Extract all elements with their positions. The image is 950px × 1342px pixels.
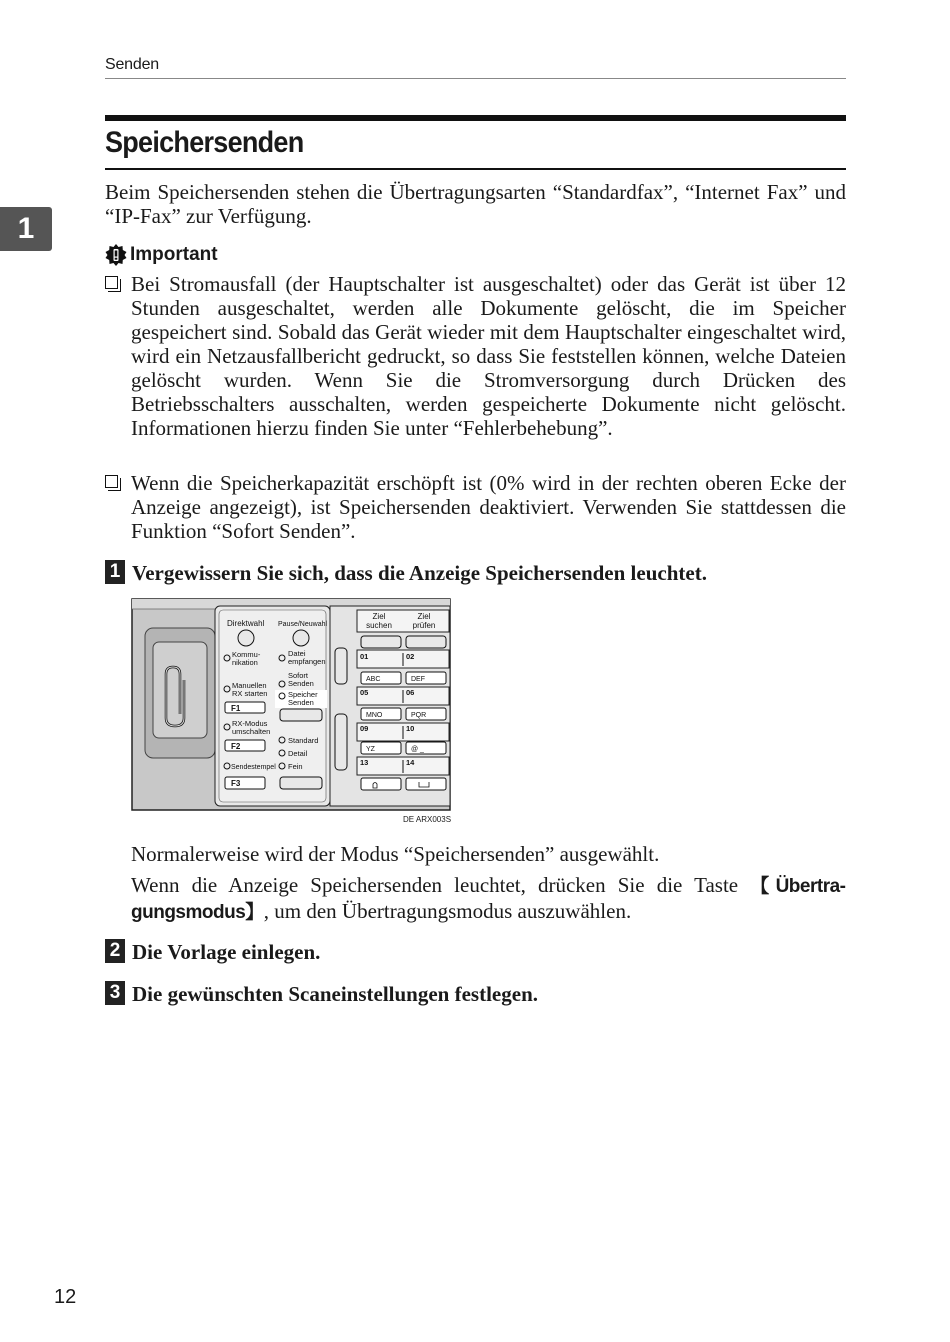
important-item	[105, 272, 846, 440]
step-3	[105, 982, 846, 1006]
title-rule-bottom	[105, 168, 846, 170]
title-rule-top	[105, 115, 846, 121]
svg-text:14: 14	[406, 758, 415, 767]
svg-text:02: 02	[406, 652, 415, 661]
step-text: Die Vorlage einlegen.	[132, 940, 321, 964]
svg-text:Senden: Senden	[288, 698, 314, 707]
svg-text:nikation: nikation	[232, 658, 258, 667]
svg-text:MNO: MNO	[366, 712, 383, 719]
step-text: Die gewünschten Scaneinstellungen festlegen.	[132, 982, 538, 1006]
press-key-text-before: Wenn die Anzeige Speichersenden leuchtet, drücken Sie die Taste	[131, 873, 751, 897]
step-number: 1	[105, 560, 125, 584]
label-pause: Pause/Neuwahl	[278, 621, 328, 628]
svg-text:Speicher: Speicher	[288, 690, 318, 699]
page-number: 12	[54, 1286, 77, 1308]
svg-text:umschalten: umschalten	[232, 727, 271, 736]
svg-text:Sofort: Sofort	[288, 671, 309, 680]
svg-text:10: 10	[406, 724, 415, 733]
important-icon	[105, 244, 127, 266]
svg-text:Manuellen: Manuellen	[232, 681, 267, 690]
control-panel-illustration	[131, 598, 451, 817]
important-item	[105, 471, 846, 543]
svg-text:DEF: DEF	[411, 676, 425, 683]
important-item-text: Bei Stromausfall (der Hauptschalter ist ausgeschaltet) oder das Gerät ist über 12 Stunden ausgeschaltet, werden alle Dokumente gelöscht, die im Speicher gespeichert sind. Sobald das Gerät wieder mit dem Hauptschalter eingeschaltet wird, wird ein Netzausfallbericht gedruckt, so dass Sie feststellen können, welche Dateien gelöscht wurden. Wenn Sie die Stromversorgung durch Drücken des Betriebsschalters ausschalten, werden gespeicherte Dokumente nicht gelöscht. Informationen hierzu finden Sie unter “Fehlerbehebung”.	[131, 272, 846, 440]
svg-text:ABC: ABC	[366, 676, 381, 683]
figure-caption: DE ARX003S	[403, 815, 452, 824]
step-number: 2	[105, 939, 125, 963]
svg-text:RX-Modus: RX-Modus	[232, 719, 268, 728]
chapter-tab: 1	[0, 207, 52, 251]
svg-text:empfangen: empfangen	[288, 657, 326, 666]
svg-text:@ _: @ _	[411, 746, 424, 753]
checkbox-bullet-icon	[105, 276, 118, 289]
svg-text:13: 13	[360, 758, 369, 767]
step-2	[105, 940, 846, 964]
svg-text:prüfen: prüfen	[412, 621, 436, 630]
svg-text:F3: F3	[231, 779, 241, 788]
svg-text:F1: F1	[231, 704, 241, 713]
svg-text:05: 05	[360, 688, 369, 697]
svg-text:09: 09	[360, 724, 369, 733]
svg-text:Ziel: Ziel	[417, 612, 431, 621]
important-heading	[105, 244, 218, 266]
svg-text:F2: F2	[231, 742, 241, 751]
svg-text:01: 01	[360, 652, 369, 661]
svg-text:suchen: suchen	[366, 621, 392, 630]
running-header: Senden	[105, 56, 159, 73]
section-title: Speichersenden	[105, 126, 304, 159]
normal-mode-text: Normalerweise wird der Modus “Speichersenden” ausgewählt.	[131, 842, 660, 866]
intro-paragraph: Beim Speichersenden stehen die Übertragungsarten “Standardfax”, “Internet Fax” und “IP-Fax” zur Verfügung.	[105, 180, 846, 228]
svg-text:Datei: Datei	[288, 649, 306, 658]
transmission-mode-key: 【Übertragungsmodus】	[131, 876, 846, 923]
step-1	[105, 561, 846, 585]
svg-text:PQR: PQR	[411, 712, 427, 719]
press-key-text-after: , um den Übertragungsmodus auszuwählen.	[263, 899, 632, 923]
important-item-text: Wenn die Speicherkapazität erschöpft ist (0% wird in der rechten oberen Ecke der Anzeige angezeigt), ist Speichersenden deaktiviert. Verwenden Sie stattdessen die Funktion “Sofort Senden”.	[131, 471, 846, 543]
checkbox-bullet-icon	[105, 475, 118, 488]
svg-text:Kommu-: Kommu-	[232, 650, 261, 659]
svg-text:Ziel: Ziel	[372, 612, 386, 621]
svg-text:Sendestempel: Sendestempel	[231, 764, 276, 771]
step-text: Vergewissern Sie sich, dass die Anzeige Speichersenden leuchtet.	[132, 561, 707, 585]
svg-text:06: 06	[406, 688, 415, 697]
press-key-text	[131, 873, 846, 925]
svg-text:RX starten: RX starten	[232, 689, 268, 698]
svg-text:Standard: Standard	[288, 736, 319, 745]
label-direktwahl: Direktwahl	[227, 619, 265, 628]
svg-text:Senden: Senden	[288, 679, 314, 688]
svg-text:YZ: YZ	[366, 746, 375, 753]
header-rule	[105, 78, 846, 79]
svg-text:Fein: Fein	[288, 762, 303, 771]
svg-text:Detail: Detail	[288, 749, 308, 758]
important-label: Important	[130, 244, 218, 265]
step-number: 3	[105, 981, 125, 1005]
